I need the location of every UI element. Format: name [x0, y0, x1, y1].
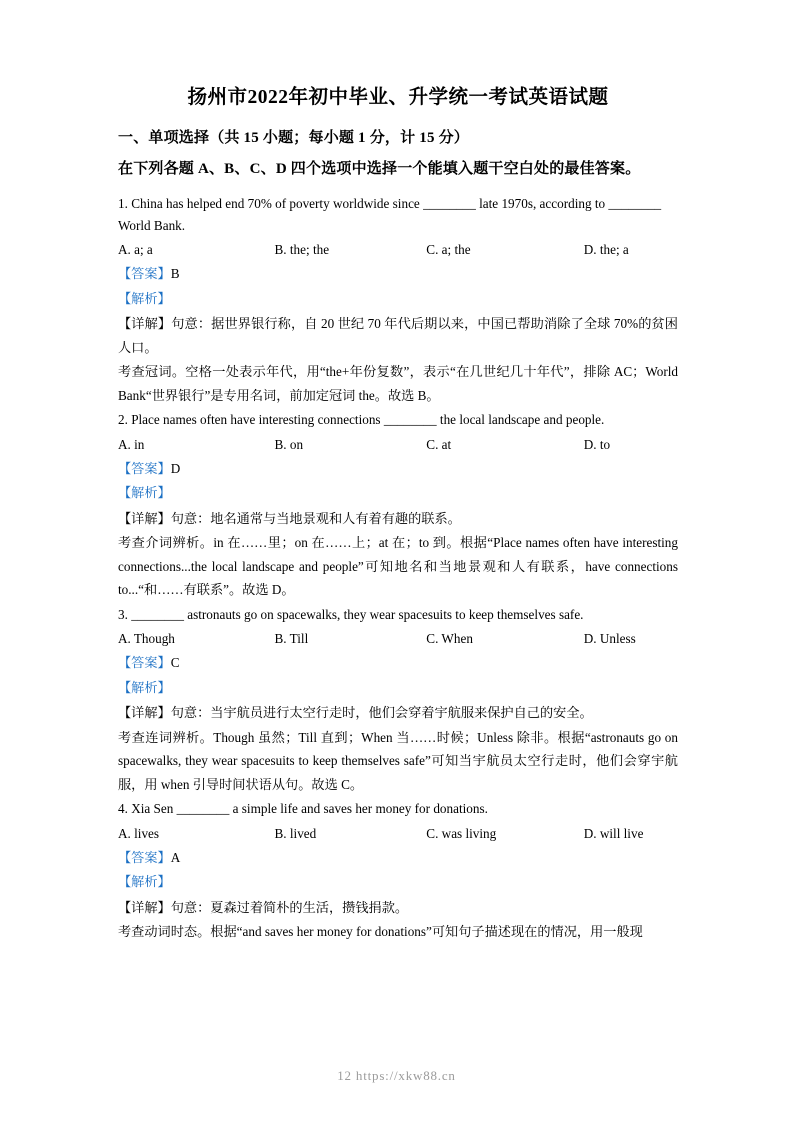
section-heading: 一、单项选择（共 15 小题；每小题 1 分，计 15 分） — [118, 130, 470, 147]
detail-text: 【详解】句意：地名通常与当地景观和人有着有趣的联系。 — [118, 510, 461, 526]
answer-label: 【答案】 — [118, 460, 171, 476]
question-stem: 4. Xia Sen ________ a simple life and saves her money for donations. — [118, 801, 488, 817]
answer-line — [118, 847, 678, 868]
option-a[interactable]: A. lives — [118, 825, 160, 841]
analysis-line — [118, 871, 678, 892]
question-options — [118, 239, 678, 260]
option-c[interactable]: C. at — [426, 436, 452, 452]
answer-value: A — [170, 849, 181, 865]
answer-label: 【答案】 — [118, 655, 171, 671]
option-d[interactable]: D. the; a — [583, 242, 629, 258]
question-block — [118, 409, 678, 602]
question-block — [118, 798, 678, 944]
analysis-label: 【解析】 — [118, 874, 171, 890]
page-footer: 12 https://xkw88.cn — [337, 1068, 456, 1083]
answer-label: 【答案】 — [118, 849, 171, 865]
question-stem: 2. Place names often have interesting connections ________ the local landscape and people. — [118, 412, 605, 428]
option-a[interactable]: A. in — [118, 436, 145, 452]
question-options — [118, 434, 678, 455]
option-d[interactable]: D. to — [583, 436, 611, 452]
answer-value: B — [170, 266, 180, 282]
option-b[interactable]: B. the; the — [274, 242, 330, 258]
analysis-line — [118, 677, 678, 698]
option-d[interactable]: D. will live — [583, 825, 644, 841]
option-b[interactable]: B. on — [274, 436, 304, 452]
detail-text: 【详解】句意：当宇航员进行太空行走时，他们会穿着宇航服来保护自己的安全。 — [118, 705, 593, 721]
option-c[interactable]: C. When — [426, 631, 473, 647]
question-stem: 3. ________ astronauts go on spacewalks, they wear spacesuits to keep themselves safe. — [118, 606, 584, 622]
section-instruction: 在下列各题 A、B、C、D 四个选项中选择一个能填入题干空白处的最佳答案。 — [118, 160, 641, 177]
question-options — [118, 823, 678, 844]
answer-label: 【答案】 — [118, 266, 171, 282]
explain-text: 考查连词辨析。Though 虽然；Till 直到；When 当……时候；Unless 除非。根据“astronauts go on spacewalks, they wear spacesuits to keep themselves safe”可知当宇航员太空行走时，他们会穿宇航服，用 when 引导时间状语从句。故选 C。 — [118, 729, 678, 792]
option-b[interactable]: B. Till — [274, 631, 309, 647]
page-title: 扬州市2022年初中毕业、升学统一考试英语试题 — [187, 87, 609, 108]
option-b[interactable]: B. lived — [274, 825, 317, 841]
analysis-label: 【解析】 — [118, 290, 171, 306]
explain-text: 考查介词辨析。in 在……里；on 在……上；at 在；to 到。根据“Place names often have interesting connections...the local landscape and people”可知地名和当地景观和人有联系，have connections to...“和……有联系”。故选 D。 — [118, 535, 678, 598]
explain-text: 考查冠词。空格一处表示年代，用“the+年份复数”，表示“在几世纪几十年代”，排除 AC；World Bank“世界银行”是专用名词，前加定冠词 the。故选 B。 — [118, 364, 678, 403]
detail-text: 【详解】句意：夏森过着简朴的生活，攒钱捐款。 — [118, 899, 409, 915]
option-d[interactable]: D. Unless — [583, 631, 636, 647]
answer-line — [118, 458, 678, 479]
document-content — [118, 84, 678, 946]
answer-value: C — [170, 655, 180, 671]
analysis-line — [118, 482, 678, 503]
option-a[interactable]: A. Though — [118, 631, 175, 647]
option-c[interactable]: C. was living — [426, 825, 497, 841]
detail-text: 【详解】句意：据世界银行称，自 20 世纪 70 年代后期以来，中国已帮助消除了全球 70%的贫困人口。 — [118, 316, 678, 355]
question-stem: 1. China has helped end 70% of poverty worldwide since ________ late 1970s, according to ________ World Bank. — [118, 196, 662, 233]
explain-text: 考查动词时态。根据“and saves her money for donations”可知句子描述现在的情况，用一般现 — [118, 924, 643, 940]
analysis-line — [118, 288, 678, 309]
answer-value: D — [170, 460, 181, 476]
answer-line — [118, 652, 678, 673]
option-a[interactable]: A. a; a — [118, 242, 153, 258]
question-block — [118, 193, 678, 407]
analysis-label: 【解析】 — [118, 485, 171, 501]
question-block — [118, 604, 678, 797]
option-c[interactable]: C. a; the — [426, 242, 471, 258]
analysis-label: 【解析】 — [118, 679, 171, 695]
answer-line — [118, 263, 678, 284]
question-options — [118, 628, 678, 649]
